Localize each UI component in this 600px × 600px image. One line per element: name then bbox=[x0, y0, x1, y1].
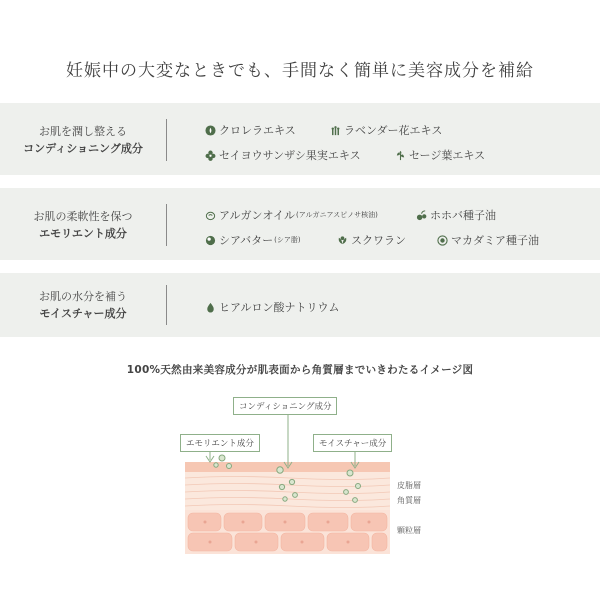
moisture-label-line1: お肌の水分を補う bbox=[39, 290, 127, 303]
sebum-layer bbox=[185, 462, 390, 472]
moisture-tag: モイスチャー成分 bbox=[313, 434, 392, 452]
droplet-icon bbox=[205, 302, 216, 313]
figure-title: 100%天然由来美容成分が肌表面から角質層までいきわたるイメージ図 bbox=[126, 364, 474, 376]
ingredient-lavender bbox=[330, 122, 442, 138]
ingredient-name: シアバター bbox=[219, 234, 274, 247]
ingredient-name: ラベンダー花エキス bbox=[344, 124, 443, 137]
granular-layer bbox=[185, 510, 390, 554]
ingredient-note: (シア脂) bbox=[274, 236, 301, 244]
ingredient-name: スクワラン bbox=[351, 234, 406, 247]
emollient-label-line1: お肌の柔軟性を保つ bbox=[33, 210, 133, 223]
ingredient-name: アルガンオイル bbox=[219, 209, 296, 222]
emollient-divider bbox=[166, 204, 167, 246]
conditioning-tag: コンディショニング成分 bbox=[233, 397, 337, 415]
chlorella-icon bbox=[205, 125, 216, 136]
sebum-layer-label: 皮脂層 bbox=[397, 481, 421, 490]
moisture-band bbox=[0, 273, 600, 337]
shea-icon bbox=[205, 235, 216, 246]
moisture-label bbox=[0, 288, 166, 322]
lavender-icon bbox=[330, 125, 341, 136]
squalane-icon bbox=[337, 235, 348, 246]
ingredient-name: ホホバ種子油 bbox=[430, 209, 496, 222]
ingredient-shea bbox=[205, 232, 301, 248]
emollient-tag: エモリエント成分 bbox=[180, 434, 260, 452]
macadamia-icon bbox=[437, 235, 448, 246]
emollient-band bbox=[0, 188, 600, 260]
moisture-label-line2: モイスチャー成分 bbox=[39, 307, 127, 320]
headline: 妊娠中の大変なときでも、手間なく簡単に美容成分を補給 bbox=[66, 61, 534, 81]
ingredient-note: (アルガニアスピノサ核油) bbox=[296, 211, 378, 219]
stratum-lines bbox=[185, 477, 390, 508]
ingredient-chlorella bbox=[205, 122, 296, 138]
ingredient-squalane bbox=[337, 232, 406, 248]
ingredient-name: マカダミア種子油 bbox=[451, 234, 539, 247]
ingredient-name: セージ葉エキス bbox=[409, 149, 486, 162]
ingredient-hawthorn bbox=[205, 147, 361, 163]
ingredient-macadamia bbox=[437, 232, 539, 248]
conditioning-label bbox=[0, 123, 166, 157]
cell-nuclei bbox=[204, 521, 371, 544]
sage-icon bbox=[395, 150, 406, 161]
ingredient-hyaluronate bbox=[205, 299, 339, 315]
ingredient-name: セイヨウサンザシ果実エキス bbox=[219, 149, 361, 162]
granular-layer-label: 顆粒層 bbox=[397, 526, 421, 535]
emollient-label bbox=[0, 208, 166, 242]
ingredient-sage bbox=[395, 147, 485, 163]
ingredient-name: クロレラエキス bbox=[219, 124, 296, 137]
granular-cells bbox=[188, 513, 387, 551]
stratum-corneum-layer bbox=[185, 472, 390, 510]
argan-icon bbox=[205, 210, 216, 221]
conditioning-divider bbox=[166, 119, 167, 161]
stratum-corneum-label: 角質層 bbox=[397, 496, 421, 505]
jojoba-icon bbox=[416, 210, 427, 221]
ingredient-jojoba bbox=[416, 207, 496, 223]
conditioning-band bbox=[0, 103, 600, 175]
conditioning-label-line2: コンディショニング成分 bbox=[23, 142, 143, 155]
ingredient-argan bbox=[205, 207, 378, 223]
moisture-divider bbox=[166, 285, 167, 325]
conditioning-label-line1: お肌を潤し整える bbox=[39, 125, 127, 138]
ingredient-name: ヒアルロン酸ナトリウム bbox=[219, 301, 340, 314]
hawthorn-icon bbox=[205, 150, 216, 161]
particles bbox=[214, 455, 361, 502]
emollient-label-line2: エモリエント成分 bbox=[39, 227, 127, 240]
